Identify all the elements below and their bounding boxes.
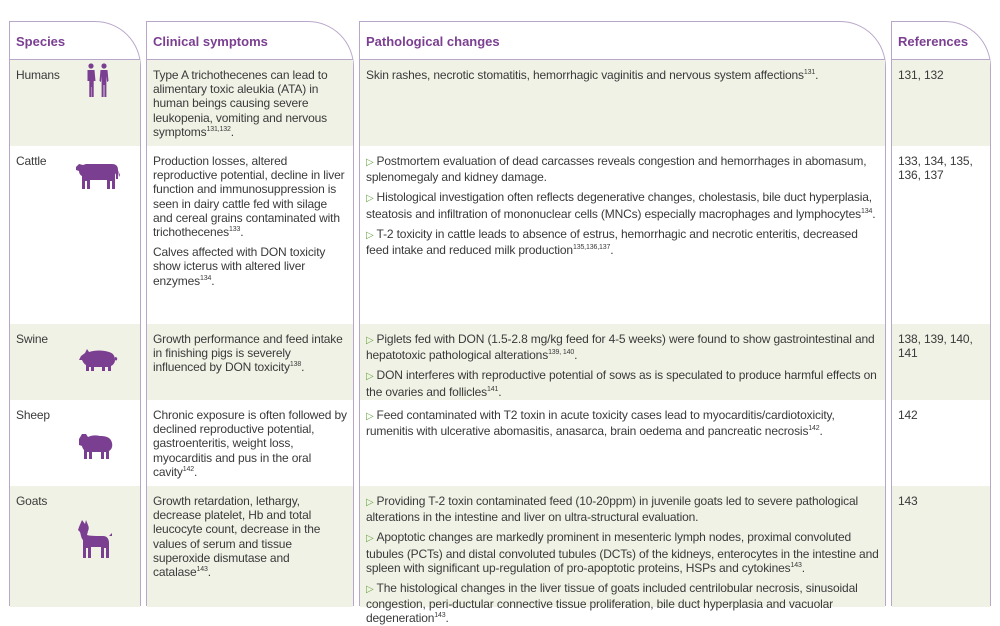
clinical-row-sheep <box>147 400 353 486</box>
pathological-bullet: ▷ Feed contaminated with T2 toxin in acute toxicity cases lead to myocarditis/cardiotoxicity, rumenitis with ulcerative abomasitis, anasarca, brain oedema and pancreatic necrosis$^{142}$. <box>366 408 835 439</box>
references-list: 143 <box>898 494 918 508</box>
pathological-row-swine <box>360 324 885 400</box>
pathological-row-cattle <box>360 146 885 324</box>
cow-icon <box>74 160 122 192</box>
clinical-row-cattle <box>147 146 353 324</box>
pathological-row-sheep <box>360 400 885 486</box>
pathological-bullet: ▷ T-2 toxicity in cattle leads to absence of estrus, hemorrhagic and necrotic enteritis, decreased feed intake and reduced milk production$^{135,136,137}$. <box>366 226 858 258</box>
pathological-column <box>359 21 886 626</box>
clinical-header: Clinical symptoms <box>147 22 353 60</box>
references-row-swine <box>892 324 990 400</box>
species-column <box>9 21 141 606</box>
pathological-bullet: ▷ Histological investigation often reflects degenerative changes, cholestasis, bile duct hyperplasia, steatosis and infiltration of mononuclear cells (MNCs) especially macrophages and lymphocytes$^{134}$. <box>366 190 876 221</box>
references-row-humans <box>892 60 990 146</box>
clinical-paragraph: Chronic exposure is often followed by declined reproductive potential, gastroenteritis, weight loss, myocarditis and pus in the oral cavity$^{142}$. <box>153 408 347 479</box>
pathological-row-goats <box>360 486 885 626</box>
triangle-bullet-icon: ▷ <box>366 193 374 205</box>
pathological-bullet: ▷ DON interferes with reproductive potential of sows as is speculated to produce harmful effects on the ovaries and follicles$^{141}$. <box>366 368 877 399</box>
triangle-bullet-icon: ▷ <box>366 411 374 422</box>
human-figures-icon <box>84 63 112 99</box>
species-row-goats <box>10 486 140 607</box>
clinical-paragraph: Growth performance and feed intake in finishing pigs is severely influenced by DON toxicity$^{138}$. <box>153 332 343 375</box>
species-name: Sheep <box>16 408 50 422</box>
references-list: 138, 139, 140, 141 <box>898 332 973 361</box>
references-list: 133, 134, 135, 136, 137 <box>898 154 973 183</box>
species-name: Cattle <box>16 154 47 168</box>
references-column <box>891 21 991 606</box>
clinical-paragraph: Production losses, altered reproductive potential, decline in liver function and immunosuppression is seen in dairy cattle fed with silage and cereal grains contaminated with trichothecenes$^{133}$. <box>153 154 345 240</box>
clinical-paragraph: Calves affected with DON toxicity show icterus with altered liver enzymes$^{134}$. <box>153 245 326 288</box>
clinical-row-humans <box>147 60 353 146</box>
pathological-bullet: ▷ Apoptotic changes are markedly prominent in mesenteric lymph nodes, proximal convoluted tubules (PCTs) and distal convoluted tubules (DCTs) of the kidneys, enterocytes in the intestine and spleen with significant up-regulation of pro-apoptotic proteins, HSPs and cytokines$^{143}$. <box>366 530 879 575</box>
triangle-bullet-icon: ▷ <box>366 497 374 508</box>
species-row-cattle <box>10 146 140 324</box>
species-name: Humans <box>16 68 60 82</box>
species-row-swine <box>10 324 140 400</box>
goat-icon <box>78 518 114 558</box>
references-list: 131, 132 <box>898 68 944 82</box>
species-row-humans <box>10 60 140 146</box>
clinical-row-swine <box>147 324 353 400</box>
pig-icon <box>78 348 118 372</box>
sheep-icon <box>76 430 116 460</box>
references-row-cattle <box>892 146 990 324</box>
pathological-bullet: ▷ Postmortem evaluation of dead carcasses reveals congestion and hemorrhages in abomasum, splenomegaly and kidney damage. <box>366 154 867 185</box>
species-row-sheep <box>10 400 140 486</box>
pathological-row-humans <box>360 60 885 146</box>
triangle-bullet-icon: ▷ <box>366 335 374 346</box>
references-row-sheep <box>892 400 990 486</box>
clinical-paragraph: Type A trichothecenes can lead to alimentary toxic aleukia (ATA) in human beings causing severe leukopenia, vomiting and nervous symptoms$^{131,132}$. <box>153 68 328 139</box>
clinical-paragraph: Growth retardation, lethargy, decrease platelet, Hb and total leucocyte count, decrease in the values of serum and tissue superoxide dismutase and catalase$^{143}$. <box>153 494 321 580</box>
triangle-bullet-icon: ▷ <box>366 584 374 596</box>
triangle-bullet-icon: ▷ <box>366 229 374 241</box>
pathological-header: Pathological changes <box>360 22 885 60</box>
pathological-paragraph: Skin rashes, necrotic stomatitis, hemorrhagic vaginitis and nervous system affections$^{131}$. <box>366 68 819 82</box>
pathological-bullet: ▷ Piglets fed with DON (1.5-2.8 mg/kg feed for 4-5 weeks) were found to show gastrointestinal and hepatotoxic pathological alterations$^{139, 140}$. <box>366 332 875 363</box>
pathological-bullet: ▷ The histological changes in the liver tissue of goats included centrilobular necrosis, sinusoidal congestion, peri-ductular connective tissue proliferation, bile duct hyperplasia and vacuolar degeneration$^{143}$. <box>366 581 858 626</box>
clinical-row-goats <box>147 486 353 607</box>
triangle-bullet-icon: ▷ <box>366 533 374 545</box>
pathological-bullet: ▷ Providing T-2 toxin contaminated feed (10-20ppm) in juvenile goats led to severe pathological alterations in the intestine and liver on ultra-structural evaluation. <box>366 494 859 525</box>
references-row-goats <box>892 486 990 607</box>
triangle-bullet-icon: ▷ <box>366 157 374 168</box>
triangle-bullet-icon: ▷ <box>366 371 374 383</box>
clinical-column <box>146 21 354 606</box>
references-header: References <box>892 22 990 60</box>
species-header: Species <box>10 22 140 60</box>
species-name: Goats <box>16 494 48 508</box>
references-list: 142 <box>898 408 918 422</box>
species-name: Swine <box>16 332 48 346</box>
